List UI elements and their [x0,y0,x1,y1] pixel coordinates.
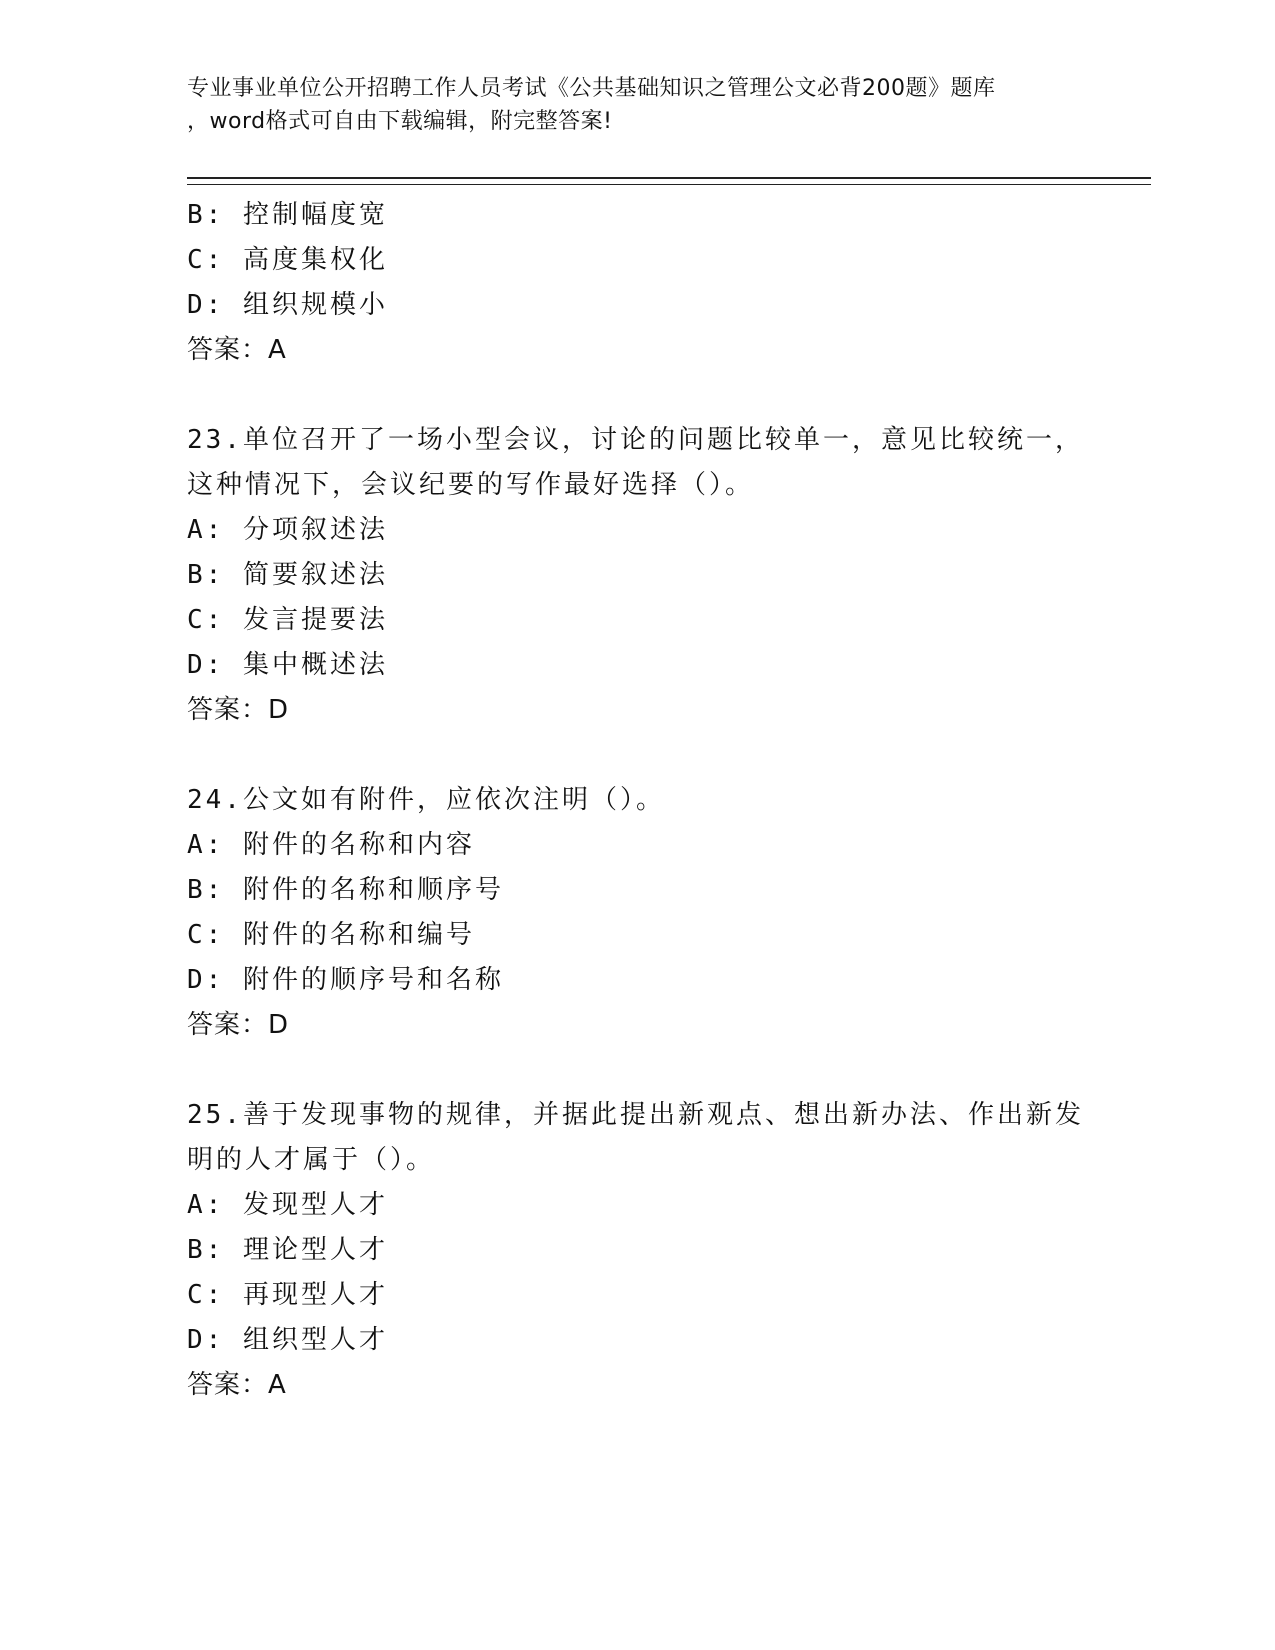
option-a: A: 附件的名称和内容 [187,830,475,860]
option-d: D: 组织规模小 [187,290,388,320]
option-c: C: 高度集权化 [187,245,388,275]
header-title-line1: 专业事业单位公开招聘工作人员考试《公共基础知识之管理公文必背200题》题库 [187,76,996,101]
answer: 答案：D [187,695,290,725]
question-23 [187,418,1107,733]
option-a: A: 发现型人才 [187,1190,388,1220]
question-stem-continued: 这种情况下，会议纪要的写作最好选择（）。 [187,470,755,500]
option-b: B: 附件的名称和顺序号 [187,875,504,905]
spacer [187,373,1107,418]
question-stem: 25.善于发现事物的规律，并据此提出新观点、想出新办法、作出新发 [187,1100,1084,1130]
option-d: D: 集中概述法 [187,650,388,680]
answer: 答案：A [187,1370,287,1400]
option-d: D: 附件的顺序号和名称 [187,965,504,995]
option-b: B: 控制幅度宽 [187,200,388,230]
header-divider [187,177,1151,185]
option-c: C: 附件的名称和编号 [187,920,475,950]
spacer [187,1048,1107,1093]
page-header [187,72,1087,138]
option-c: C: 发言提要法 [187,605,388,635]
document-body [187,193,1107,1408]
answer: 答案：A [187,335,287,365]
question-25 [187,1093,1107,1408]
option-b: B: 简要叙述法 [187,560,388,590]
spacer [187,733,1107,778]
header-title-line2: ，word格式可自由下载编辑，附完整答案! [187,109,613,134]
option-b: B: 理论型人才 [187,1235,388,1265]
question-24 [187,778,1107,1048]
question-stem: 23.单位召开了一场小型会议，讨论的问题比较单一，意见比较统一， [187,425,1084,455]
option-c: C: 再现型人才 [187,1280,388,1310]
option-a: A: 分项叙述法 [187,515,388,545]
option-d: D: 组织型人才 [187,1325,388,1355]
question-22-tail [187,193,1107,373]
answer: 答案：D [187,1010,290,1040]
question-stem-continued: 明的人才属于（）。 [187,1145,436,1175]
question-stem: 24.公文如有附件，应依次注明（）。 [187,785,665,815]
